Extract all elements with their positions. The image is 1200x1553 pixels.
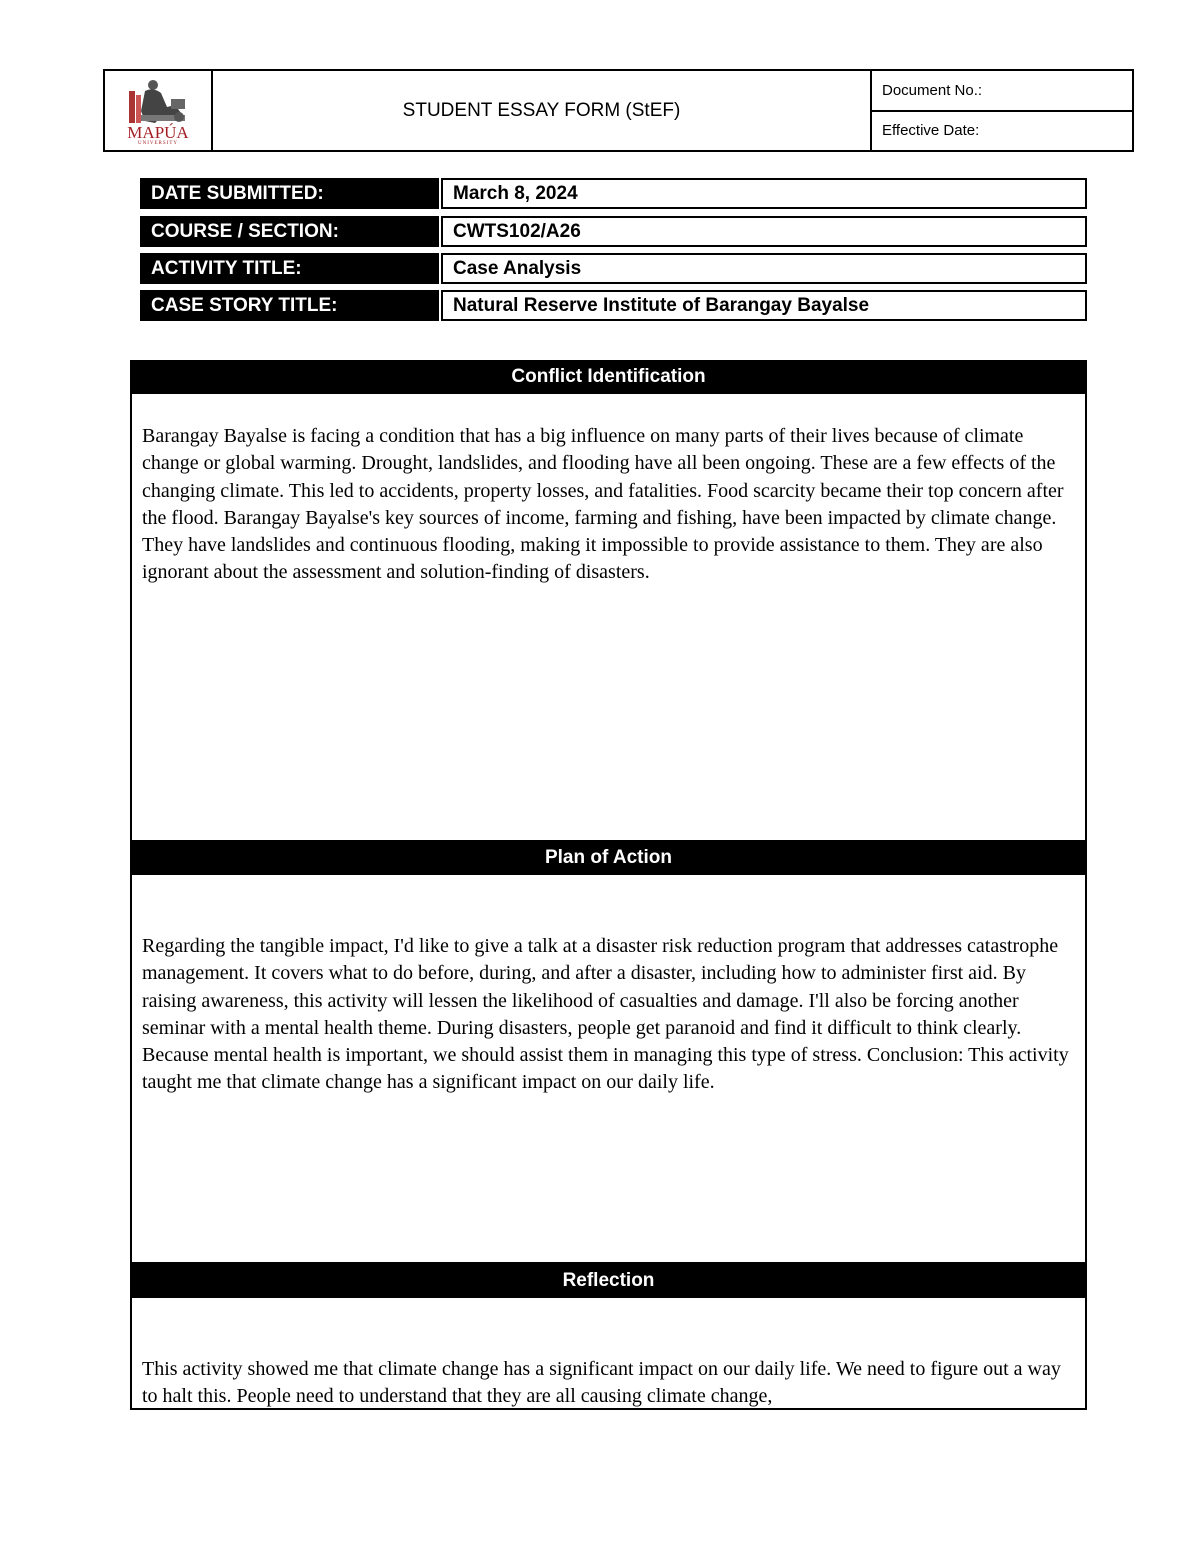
plan-of-action-heading: Plan of Action (130, 841, 1087, 875)
form-title: STUDENT ESSAY FORM (StEF) (213, 71, 872, 150)
case-story-title-row (140, 290, 1087, 321)
reflection-heading: Reflection (130, 1264, 1087, 1298)
reflection-text[interactable]: This activity showed me that climate change has a significant impact on our daily life. We need to figure out a way to halt this. People need to understand that they are all causing climate change, (142, 1358, 1061, 1408)
activity-title-row (140, 253, 1087, 284)
case-story-title-value[interactable]: Natural Reserve Institute of Barangay Bayalse (441, 290, 1087, 321)
course-section-label: COURSE / SECTION: (140, 216, 439, 247)
date-submitted-row (140, 178, 1087, 209)
date-submitted-label: DATE SUBMITTED: (140, 178, 439, 209)
document-no-label: Document No.: (872, 71, 1132, 112)
activity-title-label: ACTIVITY TITLE: (140, 253, 439, 284)
effective-date-label: Effective Date: (882, 122, 980, 140)
form-header (103, 69, 1134, 152)
document-meta (872, 71, 1132, 150)
logo-text: MAPÚA (127, 123, 189, 142)
activity-title-value[interactable]: Case Analysis (441, 253, 1087, 284)
conflict-identification-text[interactable]: Barangay Bayalse is facing a condition that has a big influence on many parts of their lives because of climate change or global warming. Drought, landslides, and flooding have all been ongoing. These are a few effects of the changing climate. This led to accidents, property losses, and fatalities. Food scarcity became their top concern after the flood. Barangay Bayalse's key sources of income, farming and fishing, have been impacted by climate change. They have landslides and continuous flooding, making it impossible to provide assistance to them. They are also ignorant about the assessment and solution-finding of disasters. (142, 425, 1064, 584)
logo-subtext: UNIVERSITY (138, 141, 178, 146)
date-submitted-value[interactable]: March 8, 2024 (441, 178, 1087, 209)
course-section-row (140, 216, 1087, 247)
university-logo (105, 71, 213, 150)
conflict-identification-heading: Conflict Identification (130, 360, 1087, 394)
course-section-value[interactable]: CWTS102/A26 (441, 216, 1087, 247)
plan-of-action-text[interactable]: Regarding the tangible impact, I'd like to give a talk at a disaster risk reduction program that addresses catastrophe management. It covers what to do before, during, and after a disaster, including how to administer first aid. By raising awareness, this activity will lessen the likelihood of casualties and damage. I'll also be forcing another seminar with a mental health theme. During disasters, people get paranoid and find it difficult to think clearly. Because mental health is important, we should assist them in managing this type of stress. Conclusion: This activity taught me that climate change has a significant impact on our daily life. (142, 935, 1069, 1094)
case-story-title-label: CASE STORY TITLE: (140, 290, 439, 321)
